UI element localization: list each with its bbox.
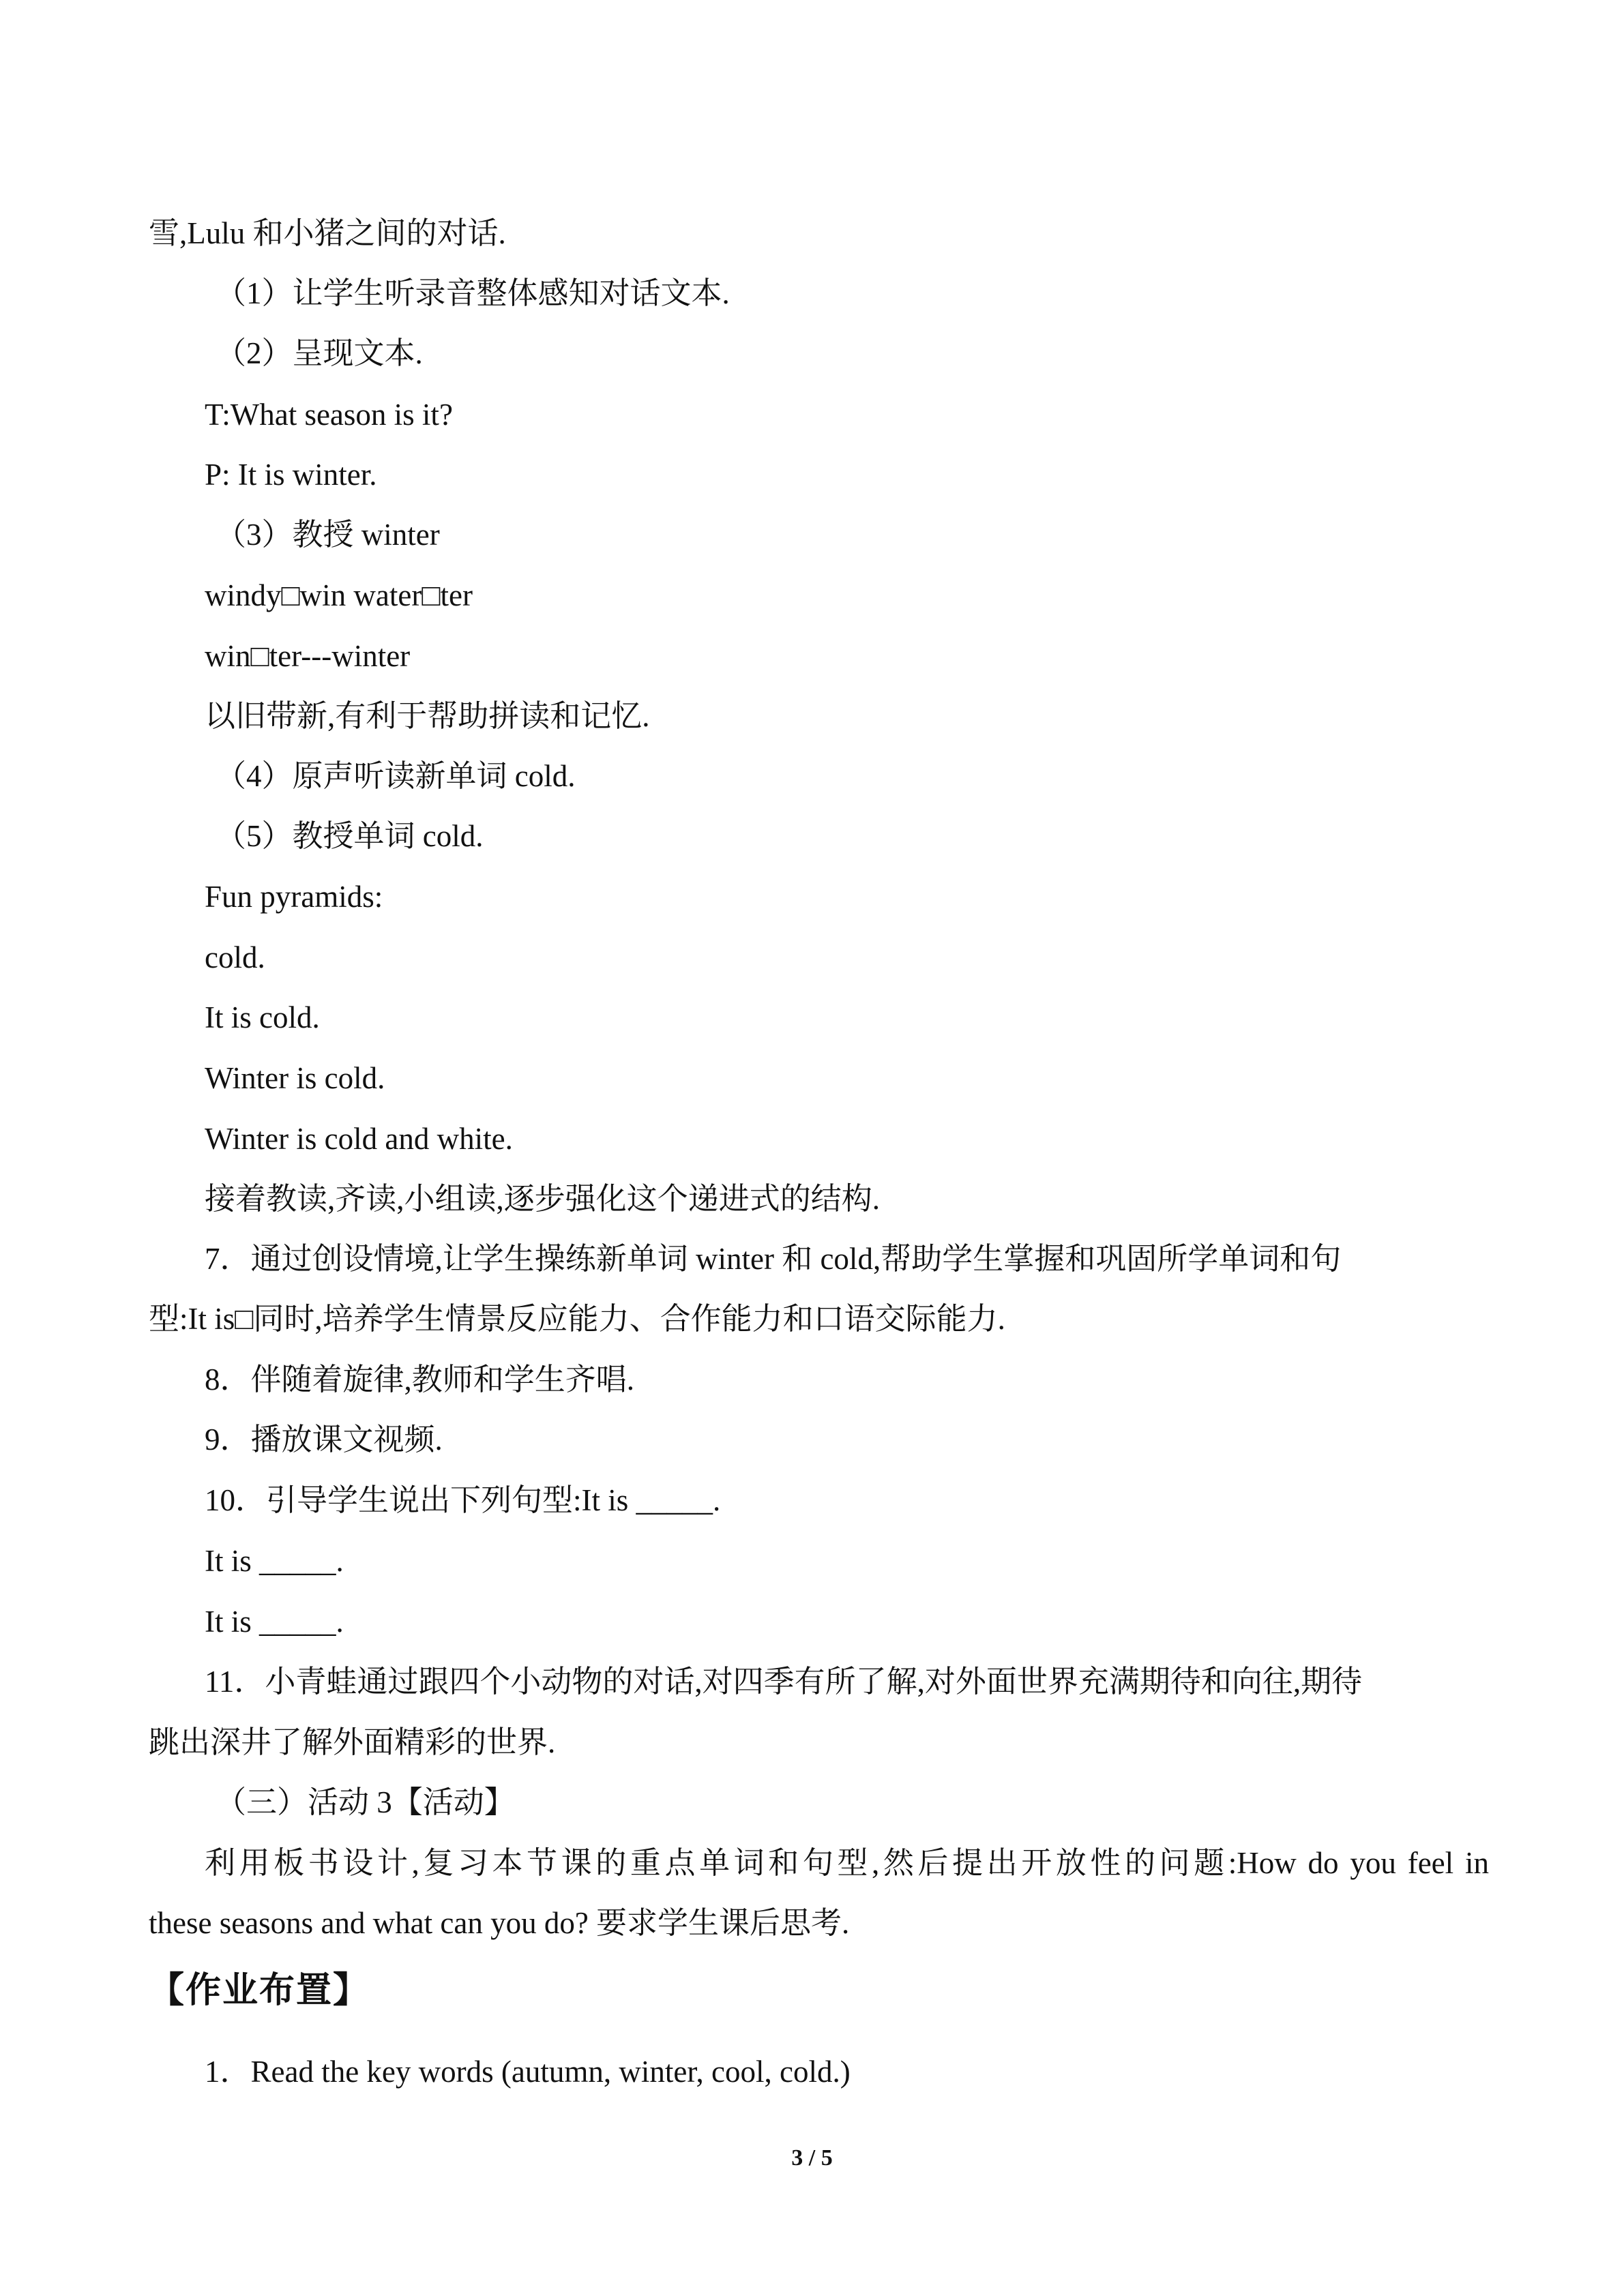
text-line: 10．引导学生说出下列句型:It is _____. <box>205 1483 721 1517</box>
text-line: 8．伴随着旋律,教师和学生齐唱. <box>205 1362 635 1397</box>
text-line: 9．播放课文视频. <box>205 1422 443 1457</box>
text-line: （4）原声听读新单词 cold. <box>216 759 576 793</box>
text-line: windy□win water□ter <box>205 578 473 612</box>
text-line: 11．小青蛙通过跟四个小动物的对话,对四季有所了解,对外面世界充满期待和向往,期待 <box>205 1665 1363 1699</box>
text-line: （2）呈现文本. <box>216 336 423 370</box>
text-line: Winter is cold. <box>205 1061 385 1095</box>
text-line: It is cold. <box>205 1000 320 1034</box>
text-line: It is _____. <box>205 1544 344 1578</box>
page-number: 3 / 5 <box>791 2145 833 2171</box>
text-line: （3）教授 winter <box>216 518 440 552</box>
text-line: 利用板书设计,复习本节课的重点单词和句型,然后提出开放性的问题:How do you feel in <box>205 1846 1489 1880</box>
text-line: Fun pyramids: <box>205 880 383 914</box>
text-line: It is _____. <box>205 1605 344 1639</box>
text-line: 跳出深井了解外面精彩的世界. <box>149 1725 556 1759</box>
text-line: these seasons and what can you do? 要求学生课后思考. <box>149 1906 850 1940</box>
text-line: P: It is winter. <box>205 458 377 492</box>
homework-heading: 【作业布置】 <box>149 1970 370 2011</box>
text-line: cold. <box>205 940 265 974</box>
section-title: （三）活动 3【活动】 <box>216 1785 515 1819</box>
text-line: 以旧带新,有利于帮助拼读和记忆. <box>205 699 650 733</box>
text-line: （1）让学生听录音整体感知对话文本. <box>216 276 730 310</box>
text-line: 雪,Lulu 和小猪之间的对话. <box>149 216 506 250</box>
text-line: T:What season is it? <box>205 398 453 432</box>
homework-item: 1．Read the key words (autumn, winter, cool, cold.) <box>205 2055 851 2089</box>
text-line: Winter is cold and white. <box>205 1122 513 1156</box>
text-line: win□ter---winter <box>205 639 411 673</box>
text-line: 型:It is□同时,培养学生情景反应能力、合作能力和口语交际能力. <box>149 1302 1005 1336</box>
text-line: （5）教授单词 cold. <box>216 819 484 853</box>
text-line: 7．通过创设情境,让学生操练新单词 winter 和 cold,帮助学生掌握和巩固所学单词和句 <box>205 1242 1342 1276</box>
text-line: 接着教读,齐读,小组读,逐步强化这个递进式的结构. <box>205 1182 881 1216</box>
